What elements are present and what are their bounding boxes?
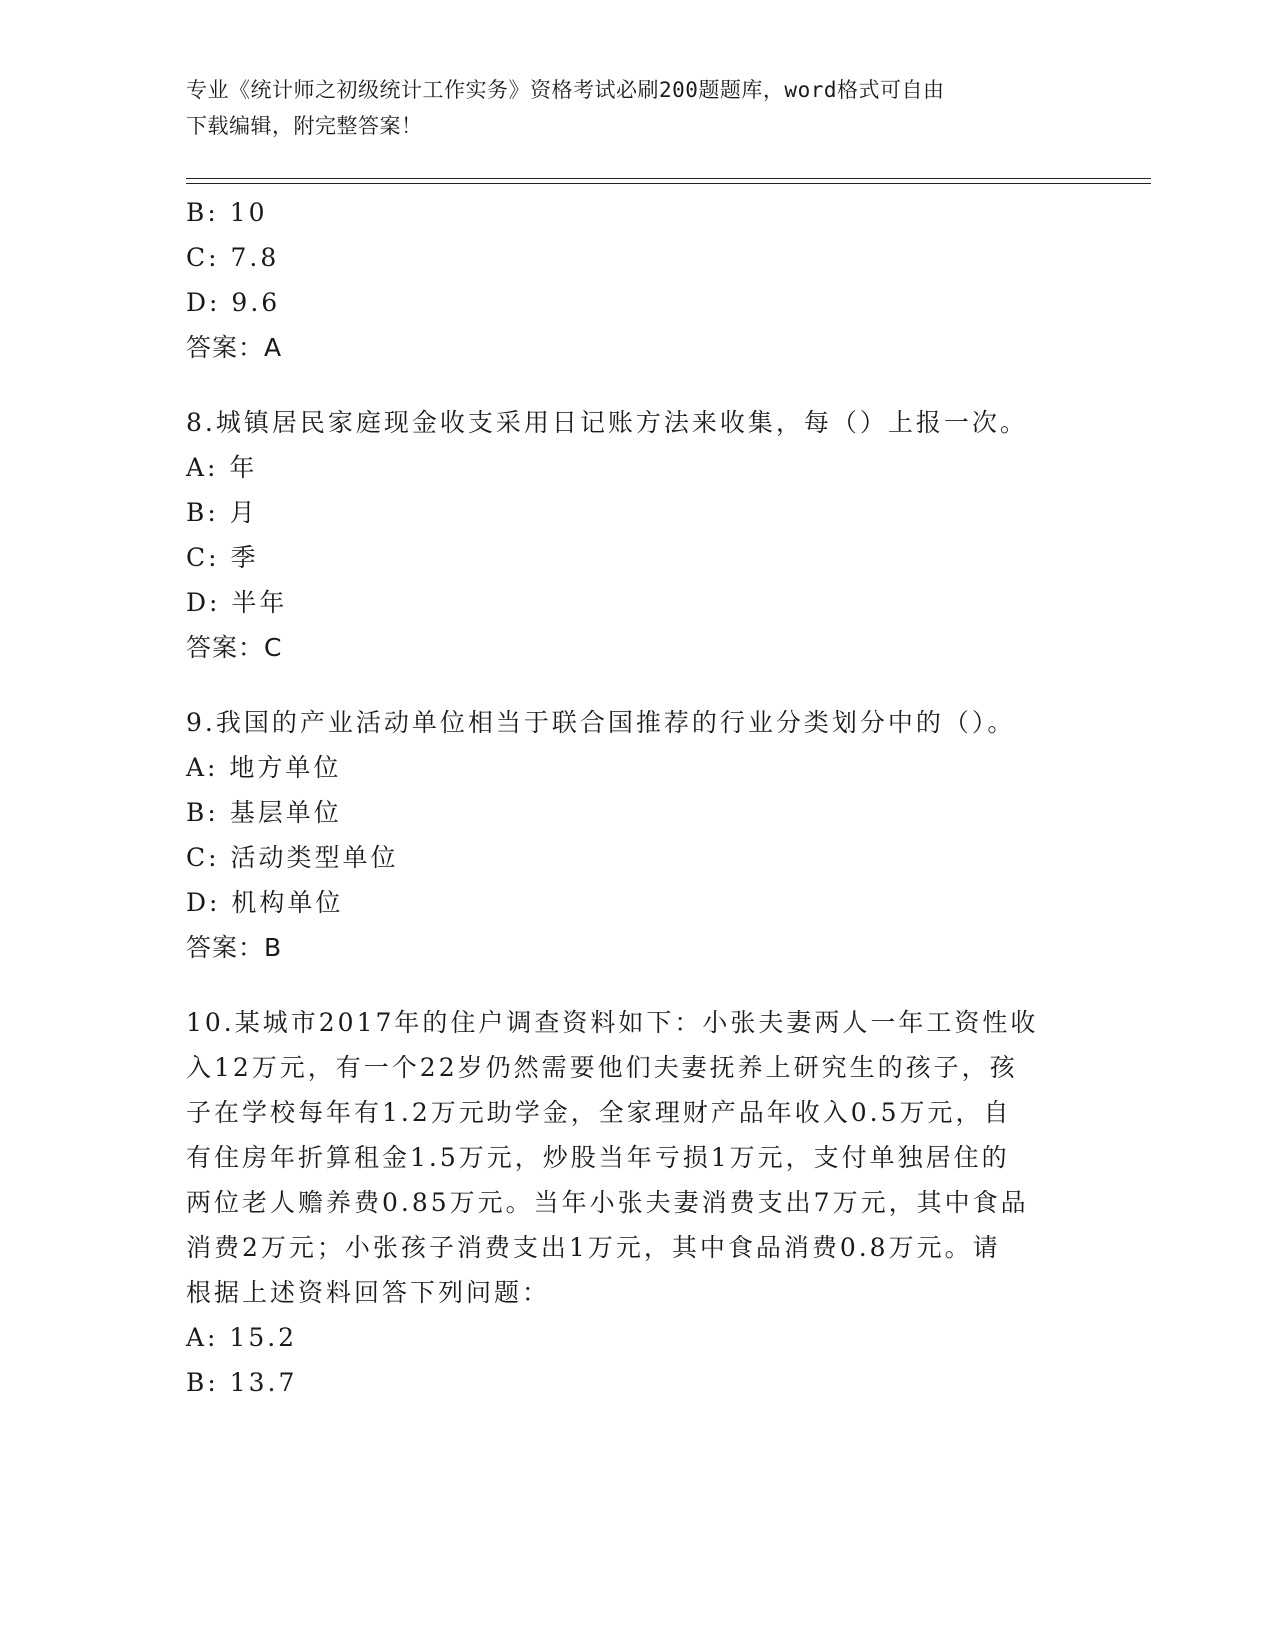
document-header [186, 72, 1086, 144]
option-d: D: 半年 [186, 588, 288, 617]
option-b: B: 月 [186, 498, 258, 527]
question-stem-line: 消费2万元；小张孩子消费支出1万元，其中食品消费0.8万元。请 [186, 1233, 1001, 1262]
option-b: B: 10 [186, 198, 268, 227]
header-divider-bottom [186, 183, 1151, 184]
question-stem: 9.我国的产业活动单位相当于联合国推荐的行业分类划分中的（）。 [186, 708, 1016, 737]
option-d: D: 9.6 [186, 288, 281, 317]
option-c: C: 7.8 [186, 243, 280, 272]
question-stem-line: 根据上述资料回答下列问题： [186, 1278, 551, 1307]
option-b: B: 13.7 [186, 1368, 298, 1397]
question-stem: 8.城镇居民家庭现金收支采用日记账方法来收集，每（）上报一次。 [186, 408, 1028, 437]
option-a: A: 地方单位 [186, 753, 342, 782]
document-body [186, 190, 1066, 1405]
question-stem-line: 有住房年折算租金1.5万元，炒股当年亏损1万元，支付单独居住的 [186, 1143, 1010, 1172]
answer-line: 答案：B [186, 933, 283, 962]
answer-line: 答案：C [186, 633, 283, 662]
option-c: C: 活动类型单位 [186, 843, 399, 872]
question-8 [186, 400, 1066, 670]
question-stem-line: 两位老人赡养费0.85万元。当年小张夫妻消费支出7万元，其中食品 [186, 1188, 1029, 1217]
option-c: C: 季 [186, 543, 259, 572]
header-divider-top [186, 178, 1151, 179]
question-stem-line: 入12万元，有一个22岁仍然需要他们夫妻抚养上研究生的孩子，孩 [186, 1053, 1018, 1082]
question-stem-line: 10.某城市2017年的住户调查资料如下：小张夫妻两人一年工资性收 [186, 1008, 1039, 1037]
prev-question [186, 190, 1066, 370]
question-stem-line: 子在学校每年有1.2万元助学金，全家理财产品年收入0.5万元，自 [186, 1098, 1012, 1127]
option-a: A: 15.2 [186, 1323, 298, 1352]
option-d: D: 机构单位 [186, 888, 344, 917]
question-10 [186, 1000, 1066, 1405]
answer-line: 答案：A [186, 333, 283, 362]
header-line-1: 专业《统计师之初级统计工作实务》资格考试必刷200题题库，word格式可自由 [186, 78, 945, 102]
option-b: B: 基层单位 [186, 798, 342, 827]
header-line-2: 下载编辑，附完整答案！ [186, 114, 423, 138]
option-a: A: 年 [186, 453, 258, 482]
question-9 [186, 700, 1066, 970]
